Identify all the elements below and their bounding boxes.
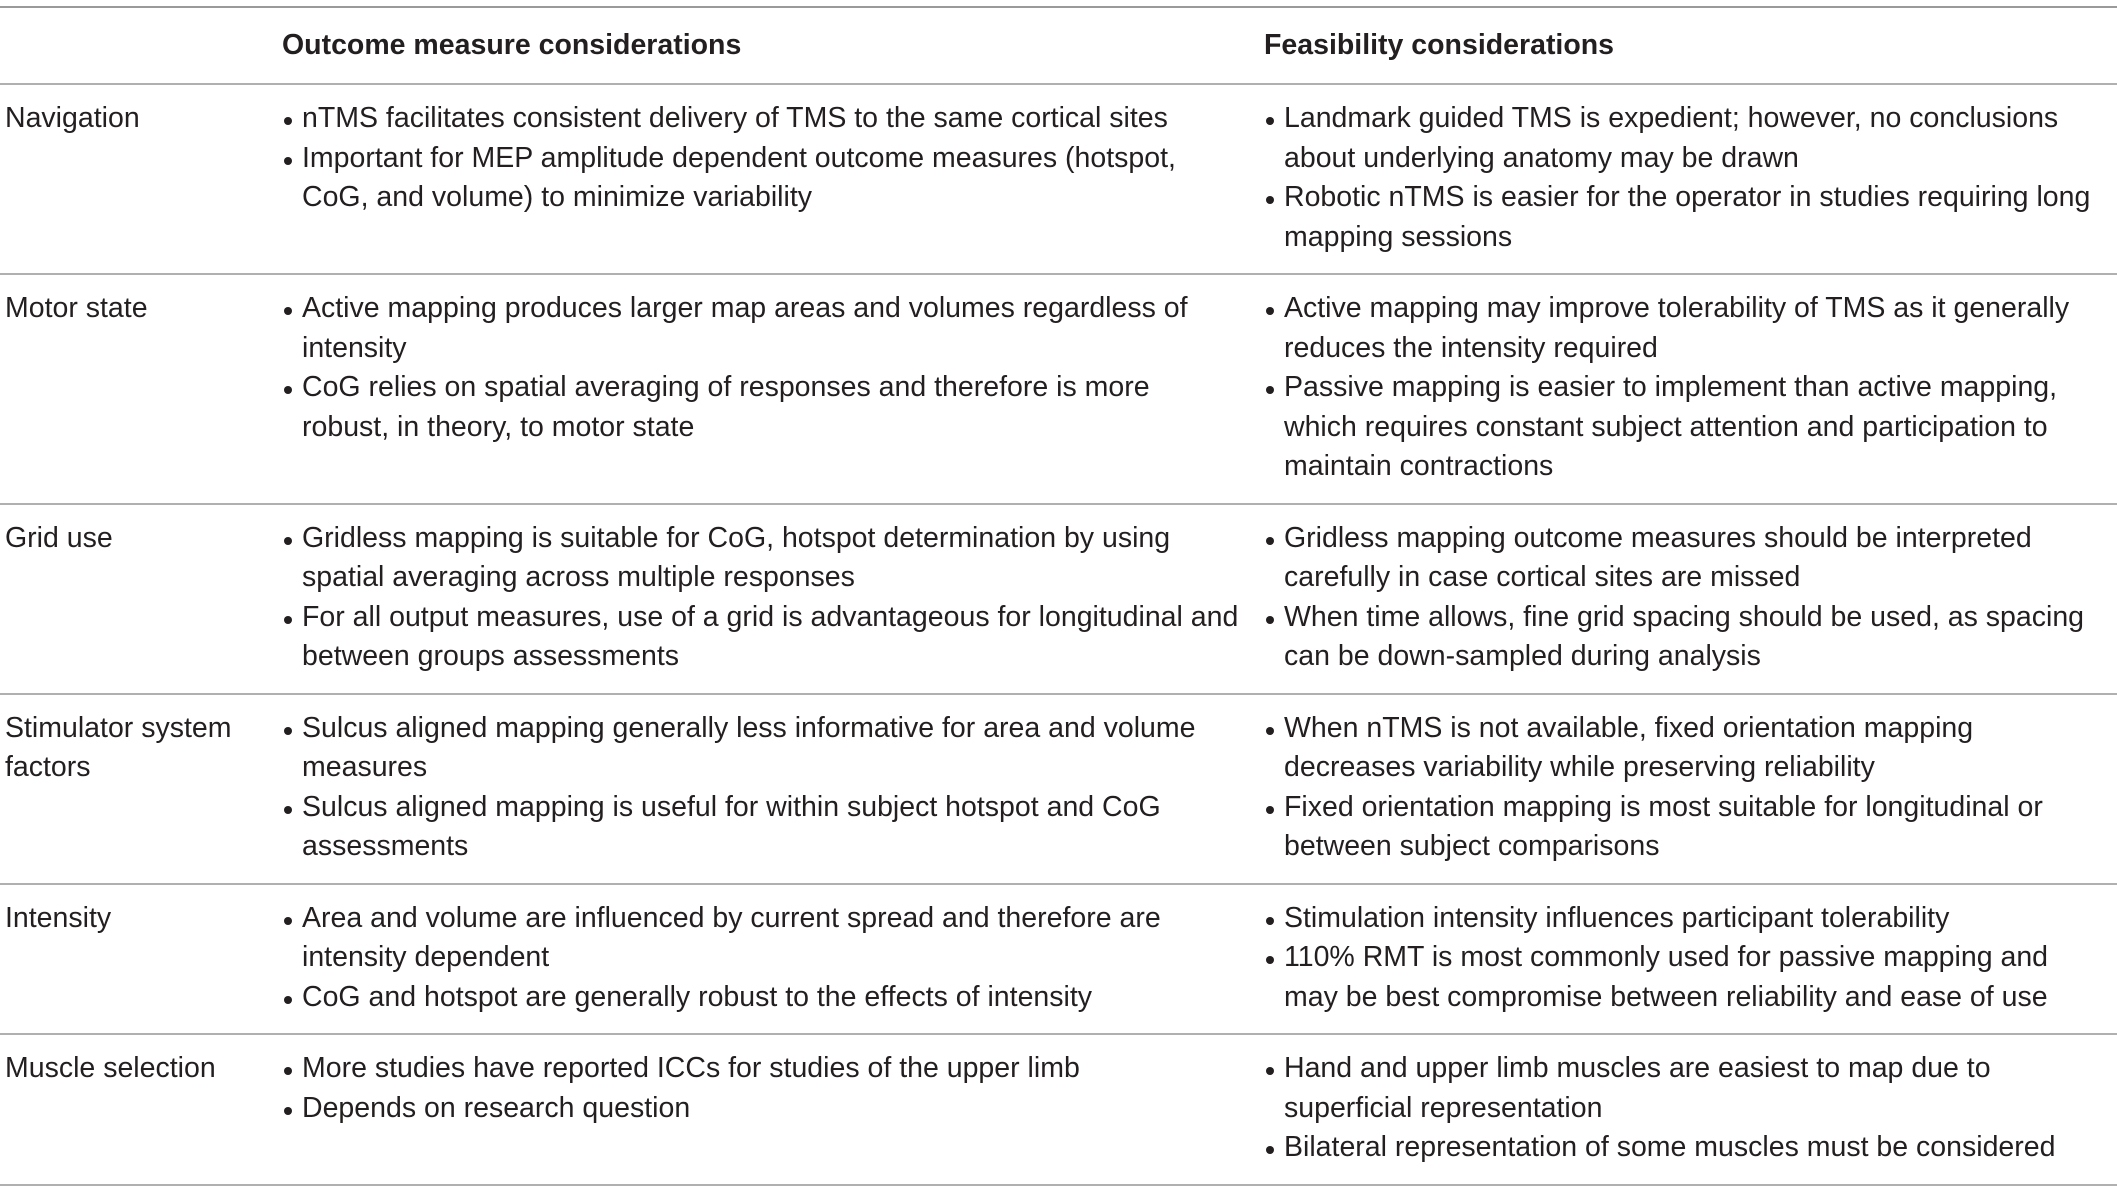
header-feasibility-considerations: Feasibility considerations [1264, 29, 1615, 61]
feasibility-cell [1264, 884, 2117, 1035]
outcome-cell [282, 504, 1264, 694]
row-label: Grid use [5, 521, 113, 554]
bullet-item: Passive mapping is easier to implement than active mapping, which requires constant subject attention and participation to maintain contractions [1264, 368, 2109, 487]
feasibility-cell [1264, 1034, 2117, 1185]
bullet-item: Sulcus aligned mapping generally less informative for area and volume measures [282, 709, 1240, 788]
table-row [0, 274, 2117, 504]
bullet-item: Area and volume are influenced by current spread and therefore are intensity dependent [282, 899, 1240, 978]
outcome-cell [282, 1034, 1264, 1185]
feasibility-cell [1264, 84, 2117, 274]
outcome-cell [282, 84, 1264, 274]
header-outcome-measure-considerations: Outcome measure considerations [282, 29, 742, 61]
bullet-item: Gridless mapping is suitable for CoG, hotspot determination by using spatial averaging across multiple responses [282, 519, 1240, 598]
bullet-item: Robotic nTMS is easier for the operator in studies requiring long mapping sessions [1264, 178, 2109, 257]
bullet-item: Landmark guided TMS is expedient; however, no conclusions about underlying anatomy may be drawn [1264, 99, 2109, 178]
bullet-item: Bilateral representation of some muscles must be considered [1264, 1128, 2109, 1168]
bullet-item: Fixed orientation mapping is most suitable for longitudinal or between subject comparisons [1264, 788, 2109, 867]
table-row [0, 504, 2117, 694]
bullet-item: Active mapping may improve tolerability of TMS as it generally reduces the intensity required [1264, 289, 2109, 368]
feasibility-cell [1264, 694, 2117, 884]
bullet-item: When nTMS is not available, fixed orientation mapping decreases variability while preserving reliability [1264, 709, 2109, 788]
outcome-cell [282, 274, 1264, 504]
bullet-item: For all output measures, use of a grid is advantageous for longitudinal and between groups assessments [282, 598, 1240, 677]
outcome-cell [282, 884, 1264, 1035]
bullet-item: Depends on research question [282, 1089, 1240, 1129]
feasibility-cell [1264, 274, 2117, 504]
row-label: Stimulator system factors [5, 711, 232, 783]
row-label: Motor state [5, 292, 148, 324]
bullet-item: Active mapping produces larger map areas and volumes regardless of intensity [282, 289, 1240, 368]
bullet-item: CoG relies on spatial averaging of responses and therefore is more robust, in theory, to motor state [282, 368, 1240, 447]
header-row [0, 7, 2117, 84]
feasibility-cell [1264, 504, 2117, 694]
header-blank [0, 7, 282, 84]
row-label: Muscle selection [5, 1052, 216, 1084]
table-row [0, 884, 2117, 1035]
table-row [0, 694, 2117, 884]
table-row [0, 84, 2117, 274]
considerations-table [0, 6, 2117, 1186]
row-label: Navigation [5, 102, 140, 134]
row-label: Intensity [5, 901, 112, 934]
bullet-item: Gridless mapping outcome measures should be interpreted carefully in case cortical sites are missed [1264, 519, 2109, 598]
bullet-item: Stimulation intensity influences participant tolerability [1264, 899, 2109, 939]
bullet-item: CoG and hotspot are generally robust to the effects of intensity [282, 978, 1240, 1018]
bullet-item: Important for MEP amplitude dependent outcome measures (hotspot, CoG, and volume) to minimize variability [282, 139, 1240, 218]
bullet-item: When time allows, fine grid spacing should be used, as spacing can be down-sampled during analysis [1264, 598, 2109, 677]
bullet-item: More studies have reported ICCs for studies of the upper limb [282, 1049, 1240, 1089]
bullet-item: Sulcus aligned mapping is useful for within subject hotspot and CoG assessments [282, 788, 1240, 867]
table-row [0, 1034, 2117, 1185]
outcome-cell [282, 694, 1264, 884]
bullet-item: nTMS facilitates consistent delivery of TMS to the same cortical sites [282, 99, 1240, 139]
bullet-item: Hand and upper limb muscles are easiest to map due to superficial representation [1264, 1049, 2109, 1128]
bullet-item: 110% RMT is most commonly used for passive mapping and may be best compromise between reliability and ease of use [1264, 938, 2109, 1017]
